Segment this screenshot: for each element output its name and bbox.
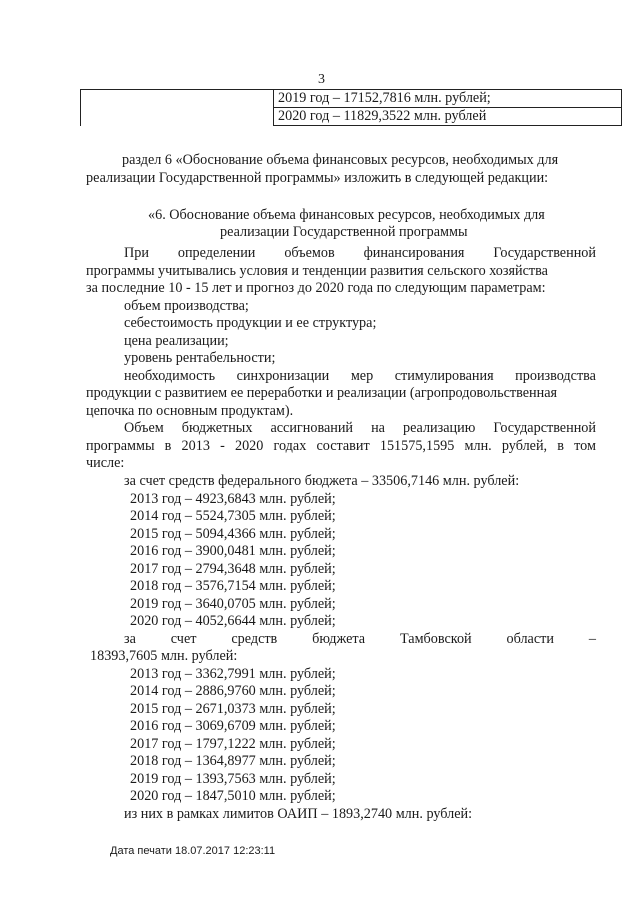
funding-table-fragment — [80, 89, 622, 126]
federal-budget-header: за счет средств федерального бюджета – 33506,7146 млн. рублей: — [124, 473, 520, 489]
table-row — [81, 90, 622, 108]
regional-budget-total: 18393,7605 млн. рублей: — [90, 648, 238, 664]
regional-year-line: 2020 год – 1847,5010 млн. рублей; — [130, 788, 336, 804]
table-cell-empty — [81, 90, 274, 126]
paragraph-2-line-3: цепочка по основным продуктам). — [86, 403, 294, 419]
regional-year-line: 2019 год – 1393,7563 млн. рублей; — [130, 771, 336, 787]
federal-year-line: 2015 год – 5094,4366 млн. рублей; — [130, 526, 336, 542]
print-date-footer: Дата печати 18.07.2017 12:23:11 — [110, 845, 276, 857]
section-heading-line-1: «6. Обоснование объема финансовых ресурсов, необходимых для — [148, 207, 545, 223]
paragraph-3-first-line: Объем бюджетных ассигнований на реализацию Государственной — [124, 420, 596, 436]
parameter-item: себестоимость продукции и ее структура; — [124, 315, 377, 331]
paragraph-1-line-2: программы учитывались условия и тенденции развития сельского хозяйства — [86, 263, 548, 279]
paragraph-2-first-line: необходимость синхронизации мер стимулирования производства — [124, 368, 596, 384]
oaip-limits-line: из них в рамках лимитов ОАИП – 1893,2740 млн. рублей: — [124, 806, 473, 822]
page-number: 3 — [318, 72, 325, 87]
parameter-item: уровень рентабельности; — [124, 350, 276, 366]
regional-year-line: 2014 год – 2886,9760 млн. рублей; — [130, 683, 336, 699]
parameter-item: объем производства; — [124, 298, 249, 314]
federal-year-line: 2014 год – 5524,7305 млн. рублей; — [130, 508, 336, 524]
regional-budget-first-line: за счет средств бюджета Тамбовской области – — [124, 631, 596, 647]
federal-year-line: 2013 год – 4923,6843 млн. рублей; — [130, 491, 336, 507]
regional-year-line: 2016 год – 3069,6709 млн. рублей; — [130, 718, 336, 734]
intro-line-2: реализации Государственной программы» изложить в следующей редакции: — [86, 170, 549, 186]
paragraph-1-first-line: При определении объемов финансирования Государственной — [124, 245, 596, 261]
table-cell: 2019 год – 17152,7816 млн. рублей; — [274, 90, 622, 108]
federal-year-line: 2017 год – 2794,3648 млн. рублей; — [130, 561, 336, 577]
federal-year-line: 2019 год – 3640,0705 млн. рублей; — [130, 596, 336, 612]
intro-line-1: раздел 6 «Обоснование объема финансовых ресурсов, необходимых для — [122, 152, 559, 168]
section-heading-line-2: реализации Государственной программы — [220, 224, 468, 240]
federal-year-line: 2018 год – 3576,7154 млн. рублей; — [130, 578, 336, 594]
regional-year-line: 2013 год – 3362,7991 млн. рублей; — [130, 666, 336, 682]
paragraph-2-line-2: продукции с развитием ее переработки и реализации (агропродовольственная — [86, 385, 558, 401]
paragraph-3-line-3: числе: — [86, 455, 125, 471]
federal-year-line: 2016 год – 3900,0481 млн. рублей; — [130, 543, 336, 559]
federal-year-line: 2020 год – 4052,6644 млн. рублей; — [130, 613, 336, 629]
paragraph-1-line-3: за последние 10 - 15 лет и прогноз до 2020 года по следующим параметрам: — [86, 280, 546, 296]
regional-year-line: 2017 год – 1797,1222 млн. рублей; — [130, 736, 336, 752]
table-cell: 2020 год – 11829,3522 млн. рублей — [274, 108, 622, 126]
regional-year-line: 2015 год – 2671,0373 млн. рублей; — [130, 701, 336, 717]
parameter-item: цена реализации; — [124, 333, 229, 349]
paragraph-3-second-line: программы в 2013 - 2020 годах составит 151575,1595 млн. рублей, в том — [86, 438, 596, 454]
regional-year-line: 2018 год – 1364,8977 млн. рублей; — [130, 753, 336, 769]
